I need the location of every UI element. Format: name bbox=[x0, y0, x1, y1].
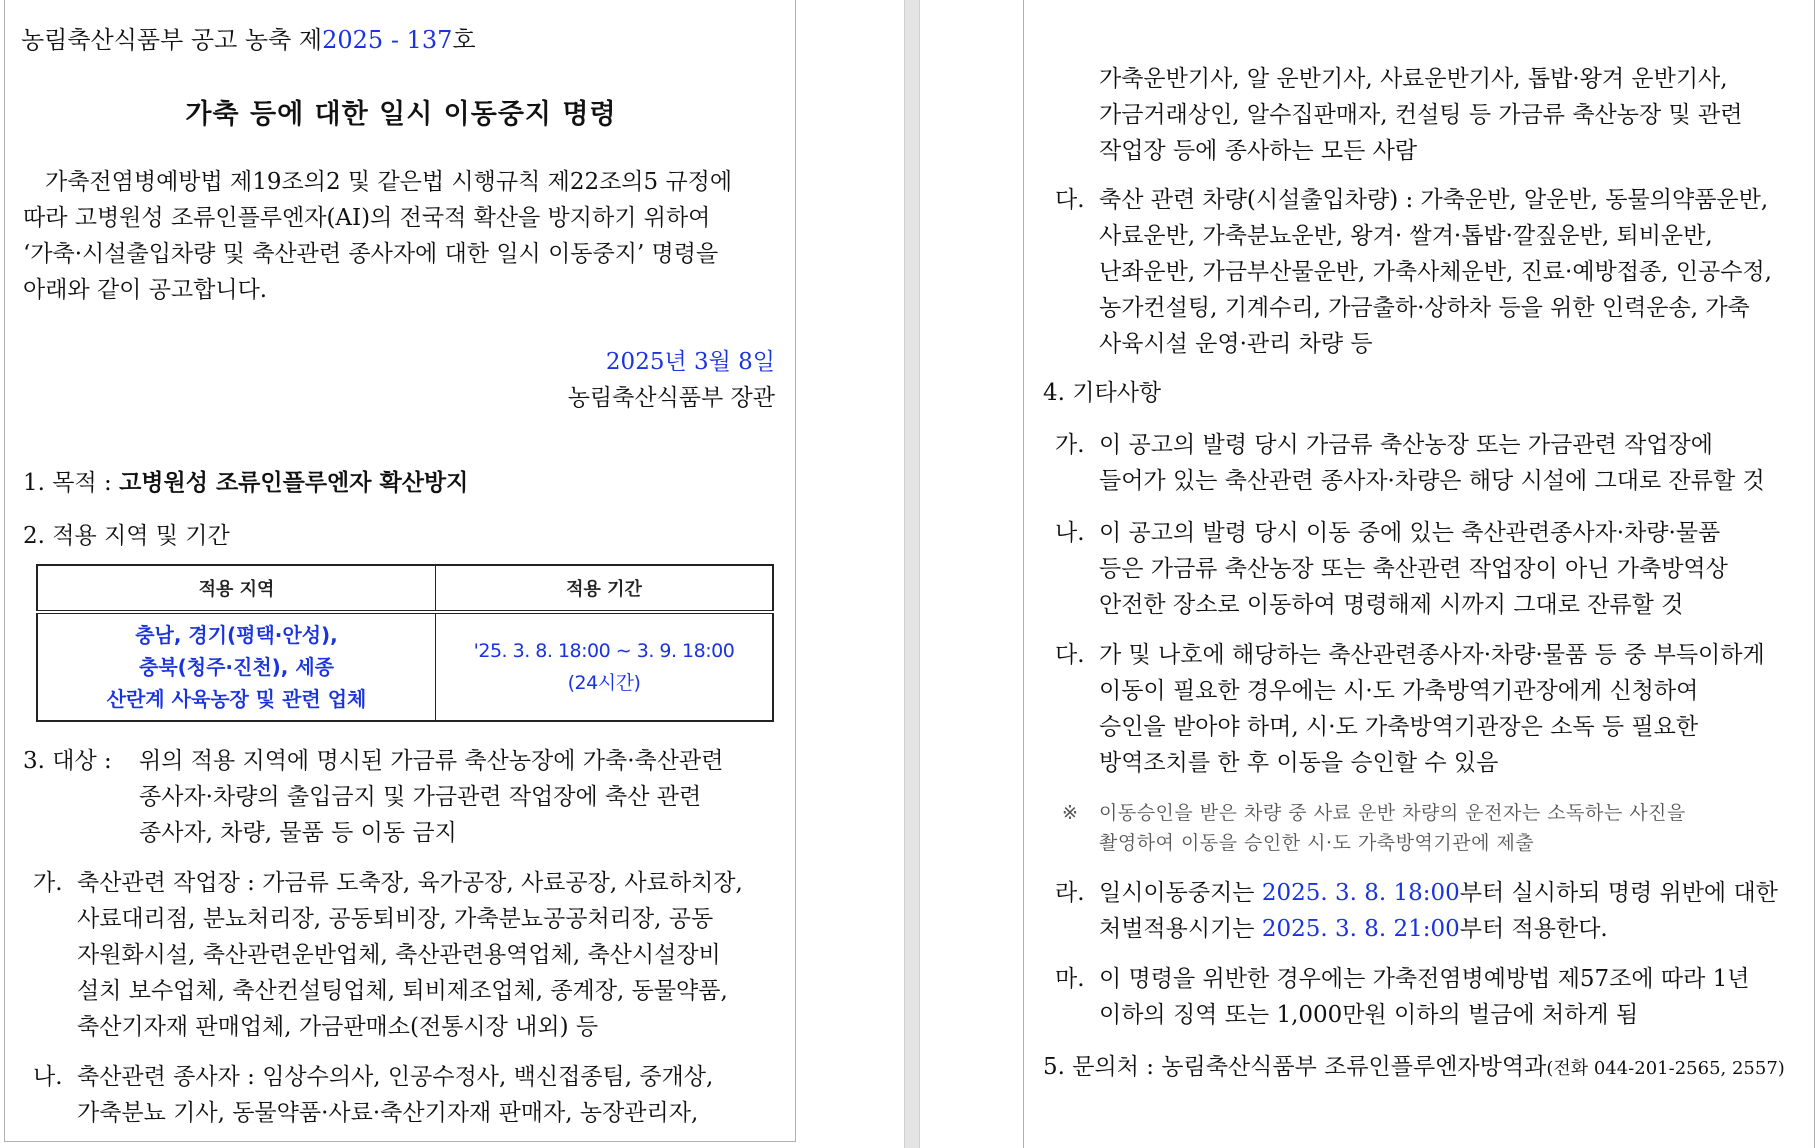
notice-prefix: 농림축산식품부 공고 농축 제 bbox=[21, 26, 323, 54]
item-ga-line-4: 설치 보수업체, 축산컨설팅업체, 퇴비제조업체, 종계장, 동물약품, bbox=[77, 978, 728, 1004]
cont-line-3: 작업장 등에 종사하는 모든 사람 bbox=[1099, 138, 1418, 164]
other-ma-label: 마. bbox=[1055, 966, 1085, 992]
area-line-2: 충북(청주·진천), 세종 bbox=[139, 655, 334, 679]
other-na-line-1: 이 공고의 발령 당시 이동 중에 있는 축산관련종사자·차량·물품 bbox=[1099, 520, 1721, 546]
ra-text-1a: 일시이동중지는 bbox=[1099, 880, 1262, 906]
notice-date: 2025년 3월 8일 bbox=[605, 349, 775, 375]
other-ga-line-2: 들어가 있는 축산관련 종사자·차량은 해당 시설에 그대로 잔류할 것 bbox=[1099, 468, 1765, 494]
ra-start-datetime: 2025. 3. 8. 18:00 bbox=[1261, 880, 1460, 906]
item-da-line-2: 사료운반, 가축분뇨운반, 왕겨· 쌀겨·톱밥·깔짚운반, 퇴비운반, bbox=[1099, 223, 1713, 249]
ra-penalty-datetime: 2025. 3. 8. 21:00 bbox=[1261, 916, 1460, 942]
item-da-line-4: 농가컨설팅, 기계수리, 가금출하·상하차 등을 위한 인력운송, 가축 bbox=[1099, 295, 1750, 321]
notice-number: 2025 - 137 bbox=[322, 26, 453, 54]
ra-text-1c: 부터 실시하되 명령 위반에 대한 bbox=[1459, 880, 1778, 906]
area-period-table bbox=[36, 564, 774, 722]
other-ma-line-2: 이하의 징역 또는 1,000만원 이하의 벌금에 처하게 됨 bbox=[1099, 1002, 1639, 1028]
item-da-line-1: 축산 관련 차량(시설출입차량) : 가축운반, 알운반, 동물의약품운반, bbox=[1099, 187, 1769, 213]
section-1-label: 1. 목적 : bbox=[23, 470, 112, 496]
item-na-line-1: 축산관련 종사자 : 임상수의사, 인공수정사, 백신접종팀, 중개상, bbox=[77, 1064, 714, 1090]
item-da-line-5: 사육시설 운영·관리 차량 등 bbox=[1099, 331, 1373, 357]
intro-line-4: 아래와 같이 공고합니다. bbox=[23, 277, 268, 303]
note-line-1: 이동승인을 받은 차량 중 사료 운반 차량의 운전자는 소독하는 사진을 bbox=[1099, 802, 1686, 824]
item-da-label: 다. bbox=[1055, 187, 1085, 213]
other-da-line-2: 이동이 필요한 경우에는 시·도 가축방역기관장에게 신청하여 bbox=[1099, 678, 1699, 704]
other-da-line-1: 가 및 나호에 해당하는 축산관련종사자·차량·물품 등 중 부득이하게 bbox=[1099, 642, 1765, 668]
ra-text-2a: 처벌적용시기는 bbox=[1099, 916, 1262, 942]
item-na-line-2: 가축분뇨 기사, 동물약품·사료·축산기자재 판매자, 농장관리자, bbox=[77, 1100, 699, 1126]
note-line-2: 촬영하여 이동을 승인한 시·도 가축방역기관에 제출 bbox=[1099, 832, 1535, 854]
section-2-heading: 2. 적용 지역 및 기간 bbox=[23, 523, 230, 549]
other-na-label: 나. bbox=[1055, 520, 1085, 546]
other-ra-line-1 bbox=[1099, 876, 1778, 910]
document-page-2 bbox=[1023, 0, 1815, 1148]
document-page-1 bbox=[4, 0, 796, 1142]
section-1-value: 고병원성 조류인플루엔자 확산방지 bbox=[119, 469, 469, 496]
ra-text-2c: 부터 적용한다. bbox=[1459, 916, 1608, 942]
section-1 bbox=[23, 466, 468, 500]
area-line-1: 충남, 경기(평택·안성), bbox=[135, 623, 338, 647]
period-line-1: '25. 3. 8. 18:00 ∼ 3. 9. 18:00 bbox=[473, 640, 735, 662]
note-mark: ※ bbox=[1062, 802, 1078, 824]
other-ra-label: 라. bbox=[1055, 880, 1085, 906]
notice-suffix: 호 bbox=[452, 26, 476, 54]
item-ga-line-5: 축산기자재 판매업체, 가금판매소(전통시장 내외) 등 bbox=[77, 1014, 599, 1040]
item-ga-line-1: 축산관련 작업장 : 가금류 도축장, 육가공장, 사료공장, 사료하치장, bbox=[77, 870, 743, 896]
item-ga-line-2: 사료대리점, 분뇨처리장, 공동퇴비장, 가축분뇨공공처리장, 공동 bbox=[77, 906, 714, 932]
section-3-line-2: 종사자·차량의 출입금지 및 가금관련 작업장에 축산 관련 bbox=[139, 784, 702, 810]
cont-line-1: 가축운반기사, 알 운반기사, 사료운반기사, 톱밥·왕겨 운반기사, bbox=[1099, 66, 1728, 92]
page-gap bbox=[904, 0, 920, 1148]
section-4-heading: 4. 기타사항 bbox=[1043, 380, 1162, 406]
period-line-2: (24시간) bbox=[567, 672, 641, 694]
item-ga-label: 가. bbox=[33, 870, 63, 896]
cont-line-2: 가금거래상인, 알수집판매자, 컨설팅 등 가금류 축산농장 및 관련 bbox=[1099, 102, 1743, 128]
other-ga-label: 가. bbox=[1055, 432, 1085, 458]
other-ma-line-1: 이 명령을 위반한 경우에는 가축전염병예방법 제57조에 따라 1년 bbox=[1099, 966, 1750, 992]
item-ga-line-3: 자원화시설, 축산관련운반업체, 축산관련용역업체, 축산시설장비 bbox=[77, 942, 721, 968]
other-ga-line-1: 이 공고의 발령 당시 가금류 축산농장 또는 가금관련 작업장에 bbox=[1099, 432, 1713, 458]
item-na-label: 나. bbox=[33, 1064, 63, 1090]
intro-line-3: ‘가축·시설출입차량 및 축산관련 종사자에 대한 일시 이동중지’ 명령을 bbox=[23, 241, 719, 267]
notice-number-line bbox=[21, 20, 476, 55]
section-3-label: 3. 대상 : bbox=[23, 748, 112, 774]
other-na-line-2: 등은 가금류 축산농장 또는 축산관련 작업장이 아닌 가축방역상 bbox=[1099, 556, 1728, 582]
period-cell bbox=[436, 612, 774, 721]
other-na-line-3: 안전한 장소로 이동하여 명령해제 시까지 그대로 잔류할 것 bbox=[1099, 592, 1684, 618]
document-title: 가축 등에 대한 일시 이동중지 명령 bbox=[185, 99, 617, 130]
other-da-line-3: 승인을 받아야 하며, 시·도 가축방역기관장은 소독 등 필요한 bbox=[1099, 714, 1699, 740]
intro-line-1: 가축전염병예방법 제19조의2 및 같은법 시행규칙 제22조의5 규정에 bbox=[45, 169, 733, 195]
area-line-3: 산란계 사육농장 및 관련 업체 bbox=[106, 687, 367, 711]
intro-line-2: 따라 고병원성 조류인플루엔자(AI)의 전국적 확산을 방지하기 위하여 bbox=[23, 205, 711, 231]
section-5 bbox=[1043, 1050, 1785, 1084]
other-ra-line-2 bbox=[1099, 912, 1608, 946]
other-da-line-4: 방역조치를 한 후 이동을 승인할 수 있음 bbox=[1099, 750, 1499, 776]
section-5-label: 5. 문의처 : 농림축산식품부 조류인플루엔자방역과 bbox=[1043, 1054, 1547, 1080]
area-cell bbox=[37, 612, 436, 721]
other-da-label: 다. bbox=[1055, 642, 1085, 668]
section-3-line-1: 위의 적용 지역에 명시된 가금류 축산농장에 가축·축산관련 bbox=[139, 748, 724, 774]
section-3-line-3: 종사자, 차량, 물품 등 이동 금지 bbox=[139, 820, 457, 846]
notice-signer: 농림축산식품부 장관 bbox=[567, 385, 775, 411]
item-da-line-3: 난좌운반, 가금부산물운반, 가축사체운반, 진료·예방접종, 인공수정, bbox=[1099, 259, 1772, 285]
col-header-area: 적용 지역 bbox=[37, 565, 436, 612]
contact-phone: (전화 044-201-2565, 2557) bbox=[1546, 1058, 1785, 1079]
col-header-period: 적용 기간 bbox=[436, 565, 774, 612]
